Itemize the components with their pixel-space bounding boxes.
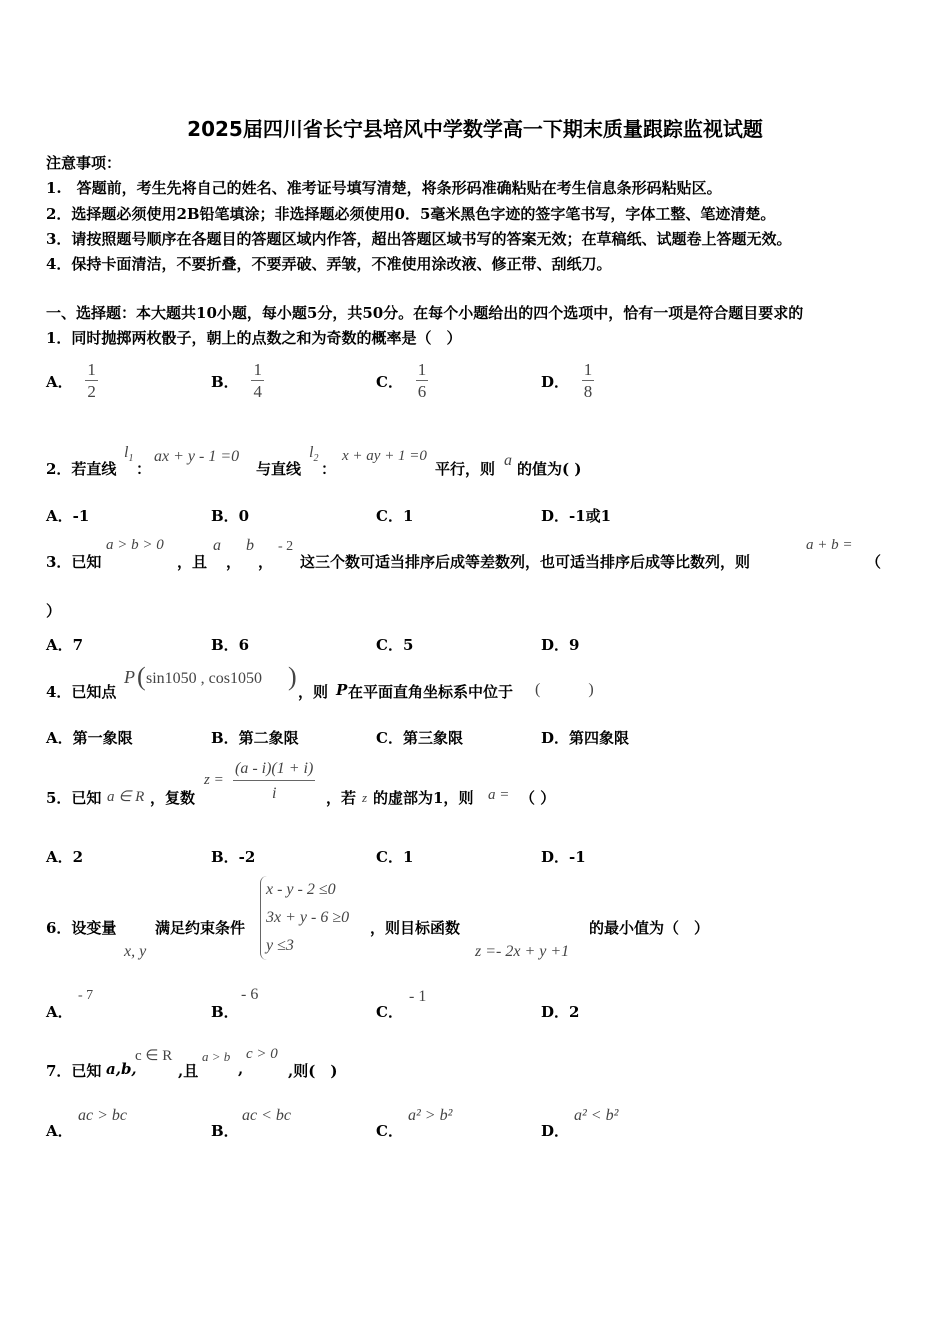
q6-option-d: D．2 — [541, 1003, 580, 1021]
question-2-part: ： — [321, 460, 337, 478]
math-objective: z =- 2x + y +1 — [475, 943, 570, 960]
option-label: B． — [211, 1122, 239, 1140]
math-paren-open: ( — [137, 662, 146, 691]
denominator: i — [271, 785, 277, 802]
notice-item: 1. 答题前，考生先将自己的姓名、准考证号填写清楚，将条形码准确粘贴在考生信息条形码粘贴区。 — [46, 179, 722, 197]
math-a: a — [213, 537, 221, 554]
q1-option-c — [376, 360, 428, 403]
question-6-part: 的最小值为（ ） — [589, 919, 710, 937]
q3-option-d: D．9 — [541, 636, 580, 654]
option-label: C． — [376, 373, 403, 391]
constraint — [266, 904, 349, 932]
numerator: 1 — [253, 360, 262, 379]
q3-option-c: C．5 — [376, 636, 414, 654]
math-z2: z — [362, 790, 368, 805]
question-3-part: ， — [258, 553, 274, 571]
constraint-expr: x - y - 2 ≤0 — [266, 881, 336, 898]
q2-option-b: B．0 — [211, 507, 250, 525]
math-var: l — [309, 444, 314, 461]
question-3-part: （ — [866, 553, 882, 571]
q1-option-a — [46, 360, 98, 403]
section-heading: 一、选择题：本大题共10小题，每小题5分，共50分。在每个小题给出的四个选项中，恰有一项是符合题目要求的 — [46, 304, 804, 322]
denominator: 2 — [87, 382, 96, 401]
math-paren-close: ) — [288, 662, 297, 691]
math-gt: a > b — [202, 1049, 231, 1064]
notice-item: 3．请按照题号顺序在各题目的答题区域内作答，超出答题区域书写的答案无效；在草稿纸、试题卷上答题无效。 — [46, 230, 792, 248]
math-eq2: x + ay + 1 =0 — [342, 448, 427, 464]
question-7-part: ,且 — [178, 1062, 199, 1080]
option-label: B． — [211, 1003, 239, 1021]
math-sub: 1 — [128, 453, 134, 465]
math-P2: P — [336, 681, 348, 699]
q7-option-a-value: ac > bc — [78, 1107, 127, 1124]
math-coord: sin1050 , cos1050 — [146, 670, 262, 687]
q6-option-b-value: - 6 — [241, 986, 259, 1003]
q7-option-b-value: ac < bc — [242, 1107, 291, 1124]
math-vars: x, y — [124, 943, 147, 960]
question-6-part: ，则目标函数 — [370, 919, 461, 937]
math-neg2: - 2 — [278, 539, 294, 554]
q5-option-a: A．2 — [46, 848, 84, 866]
page-title: 2025届四川省长宁县培风中学数学高一下期末质量跟踪监视试题 — [187, 117, 763, 141]
option-label: A． — [46, 1003, 73, 1021]
math-cond: a ∈ R — [107, 789, 145, 805]
math-fraction — [233, 758, 315, 807]
question-3-part: ） — [46, 602, 62, 620]
q2-option-d: D．-1或1 — [541, 507, 612, 525]
question-5-part: （ ） — [520, 789, 556, 807]
math-a: a — [504, 452, 512, 469]
option-label: C． — [376, 1122, 403, 1140]
math-ab: a,b, — [106, 1060, 137, 1078]
fraction — [416, 360, 429, 403]
fraction — [85, 360, 98, 403]
question-7-part: ,则( ) — [288, 1062, 338, 1080]
q5-option-d: D．-1 — [541, 848, 586, 866]
question-3-part: ， — [226, 553, 242, 571]
q4-option-d: D．第四象限 — [541, 729, 630, 747]
notice-heading: 注意事项： — [46, 154, 122, 172]
q4-option-b: B．第二象限 — [211, 729, 299, 747]
constraint-expr: y ≤3 — [266, 937, 294, 954]
q5-option-c: C．1 — [376, 848, 414, 866]
option-label: B． — [211, 373, 239, 391]
question-5-part: 5．已知 — [46, 789, 102, 807]
option-label: C． — [376, 1003, 403, 1021]
fraction — [233, 758, 315, 807]
q7-option-c-value: a² > b² — [408, 1107, 453, 1124]
math-z: z = — [204, 772, 224, 788]
math-l1 — [124, 444, 133, 464]
question-3-part: 这三个数可适当排序后成等差数列，也可适当排序后成等比数列，则 — [300, 553, 751, 571]
option-label: A． — [46, 1122, 73, 1140]
question-2-part: ： — [136, 460, 152, 478]
math-sum: a + b = — [806, 537, 853, 553]
notice-item: 4．保持卡面清洁，不要折叠，不要弄破、弄皱，不准使用涂改液、修正带、刮纸刀。 — [46, 255, 612, 273]
denominator: 4 — [253, 382, 262, 401]
constraint — [266, 932, 349, 960]
option-label: D． — [541, 1122, 570, 1140]
math-sub: 2 — [313, 453, 319, 465]
math-var: l — [124, 444, 129, 461]
q2-option-c: C．1 — [376, 507, 414, 525]
q3-option-b: B．6 — [211, 636, 250, 654]
math-l2 — [309, 444, 318, 464]
q7-option-d-value: a² < b² — [574, 1107, 619, 1124]
question-4-part: 在平面直角坐标系中位于 — [348, 683, 514, 701]
question-6-part: 6．设变量 — [46, 919, 117, 937]
q2-option-a: A．-1 — [46, 507, 90, 525]
denominator: 8 — [583, 382, 593, 401]
q1-option-b — [211, 360, 264, 403]
q3-option-a: A．7 — [46, 636, 84, 654]
math-c: c ∈ R — [135, 1048, 173, 1064]
q6-option-a-value: - 7 — [78, 988, 94, 1003]
numerator: 1 — [583, 360, 593, 379]
math-eq1: ax + y - 1 =0 — [154, 448, 240, 465]
math-P: P — [124, 667, 135, 687]
constraint — [266, 876, 349, 904]
question-5-part: 的虚部为1，则 — [373, 789, 474, 807]
q4-option-a: A．第一象限 — [46, 729, 133, 747]
notice-item: 2．选择题必须使用2B铅笔填涂；非选择题必须使用0．5毫米黑色字迹的签字笔书写，字体工整、笔迹清楚。 — [46, 205, 776, 223]
question-3-part: 3．已知 — [46, 553, 102, 571]
question-2-part: 与直线 — [256, 460, 302, 478]
q6-option-c-value: - 1 — [409, 988, 427, 1005]
math-cond: a > b > 0 — [106, 537, 164, 553]
numerator: 1 — [417, 360, 427, 379]
option-label: A． — [46, 373, 73, 391]
numerator: (a - i)(1 + i) — [233, 758, 315, 781]
question-6-part: 满足约束条件 — [155, 919, 246, 937]
fraction — [251, 360, 264, 403]
constraint-system — [260, 876, 349, 960]
math-a: a = — [488, 787, 510, 803]
question-5-part: ，若 — [326, 789, 357, 807]
question-4-part: ，则 — [298, 683, 329, 701]
question-3-part: ，且 — [177, 553, 208, 571]
question-7-part: 7．已知 — [46, 1062, 102, 1080]
fraction — [582, 360, 595, 403]
question-2-part: 的值为( ) — [517, 460, 582, 478]
answer-paren: ( ) — [535, 681, 594, 698]
question-7-part: , — [238, 1060, 244, 1078]
question-2-part: 平行，则 — [435, 460, 496, 478]
option-label: D． — [541, 373, 570, 391]
denominator: 6 — [417, 382, 427, 401]
question-2-part: 2．若直线 — [46, 460, 117, 478]
question-5-part: ，复数 — [150, 789, 196, 807]
constraint-expr: 3x + y - 6 ≥0 — [266, 909, 350, 926]
question-1-stem: 1．同时抛掷两枚骰子，朝上的点数之和为奇数的概率是（ ） — [46, 329, 462, 347]
q4-option-c: C．第三象限 — [376, 729, 463, 747]
math-c0: c > 0 — [246, 1046, 278, 1062]
question-4-part: 4．已知点 — [46, 683, 117, 701]
numerator: 1 — [87, 360, 96, 379]
math-b: b — [246, 537, 254, 554]
q1-option-d — [541, 360, 594, 403]
q5-option-b: B．-2 — [211, 848, 256, 866]
